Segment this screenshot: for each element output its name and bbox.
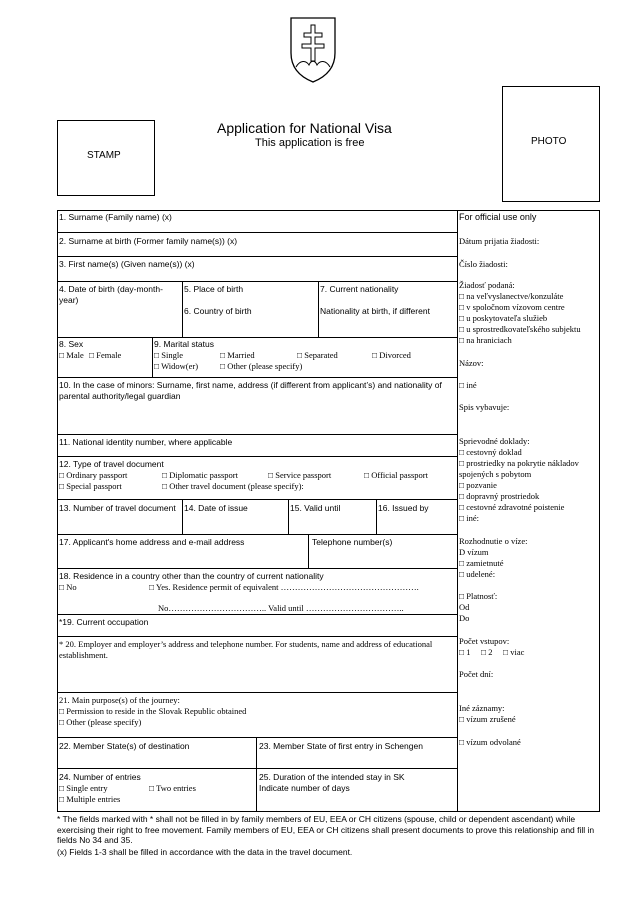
official-valid-to[interactable]: Do [459, 613, 470, 623]
travel-doc-diplomatic[interactable]: □ Diplomatic passport [162, 470, 238, 480]
official-use-heading: For official use only [459, 212, 537, 222]
coat-of-arms-emblem [288, 15, 338, 85]
field-16-issued-by[interactable]: 16. Issued by [378, 503, 429, 513]
official-number-of-days[interactable]: Počet dní: [459, 669, 494, 679]
official-handled-by[interactable]: Spis vybavuje: [459, 402, 510, 412]
residence-permit-number-line[interactable]: No…………………………….. Valid until …………………………….. [158, 603, 404, 613]
official-valid-from[interactable]: Od [459, 602, 470, 612]
stamp-label: STAMP [87, 150, 121, 161]
official-submitted-embassy[interactable]: □ na veľvyslanectve/konzuláte [459, 291, 564, 301]
official-submitted-provider[interactable]: □ u poskytovateľa služieb [459, 313, 548, 323]
field-10-minors-guardian[interactable]: 10. In the case of minors: Surname, first name, address (if different from applicant’s) and nationality of parental authority/legal guardian [59, 380, 442, 401]
field-5-place-of-birth[interactable]: 5. Place of birth [184, 284, 244, 294]
field-3-first-names[interactable]: 3. First name(s) (Given name(s)) (x) [59, 259, 195, 269]
official-doc-other[interactable]: □ iné: [459, 513, 480, 523]
marital-option-separated[interactable]: □ Separated [297, 350, 338, 360]
official-doc-means[interactable]: □ prostriedky na pokrytie nákladov spojených s pobytom [459, 458, 579, 479]
official-date-received[interactable]: Dátum prijatia žiadosti: [459, 236, 540, 246]
marital-option-married[interactable]: □ Married [220, 350, 255, 360]
official-validity[interactable]: □ Platnosť: [459, 591, 498, 601]
travel-doc-special[interactable]: □ Special passport [59, 481, 122, 491]
field-12-travel-document-type: 12. Type of travel document [59, 459, 164, 469]
field-18-residence: 18. Residence in a country other than the country of current nationality [59, 571, 324, 581]
residence-option-no[interactable]: □ No [59, 582, 77, 592]
field-4-date-of-birth[interactable]: 4. Date of birth (day-month-year) [59, 284, 163, 305]
official-visa-decision: Rozhodnutie o víze: [459, 536, 528, 546]
field-20-employer[interactable]: * 20. Employer and employer’s address and telephone number. For students, name and address of educational establishment. [59, 639, 433, 660]
field-14-date-of-issue[interactable]: 14. Date of issue [184, 503, 248, 513]
field-24-number-of-entries: 24. Number of entries [59, 772, 141, 782]
sex-option-female[interactable]: □ Female [89, 350, 122, 360]
official-submitted-visa-centre[interactable]: □ v spoločnom vízovom centre [459, 302, 565, 312]
travel-doc-service[interactable]: □ Service passport [268, 470, 332, 480]
official-other-records: Iné záznamy: [459, 703, 505, 713]
field-17-home-address[interactable]: 17. Applicant's home address and e-mail address [59, 537, 245, 547]
entries-option-single[interactable]: □ Single entry [59, 783, 108, 793]
marital-option-other[interactable]: □ Other (please specify) [220, 361, 303, 371]
official-d-visa: D vízum [459, 547, 489, 557]
official-entries-multiple[interactable]: □ viac [503, 647, 525, 657]
field-9-marital-status: 9. Marital status [154, 339, 214, 349]
purpose-option-other[interactable]: □ Other (please specify) [59, 717, 142, 727]
official-submitted-at: Žiadosť podaná: [459, 280, 515, 290]
official-other[interactable]: □ iné [459, 380, 477, 390]
marital-option-single[interactable]: □ Single [154, 350, 183, 360]
official-doc-invitation[interactable]: □ pozvanie [459, 480, 497, 490]
field-13-document-number[interactable]: 13. Number of travel document [59, 503, 176, 513]
travel-doc-other[interactable]: □ Other travel document (please specify): [162, 481, 304, 491]
field-25-duration-of-stay[interactable]: 25. Duration of the intended stay in SK [259, 772, 405, 782]
entries-option-multiple[interactable]: □ Multiple entries [59, 794, 121, 804]
official-visa-revoked[interactable]: □ vízum odvolané [459, 737, 521, 747]
official-refused[interactable]: □ zamietnuté [459, 558, 504, 568]
official-doc-insurance[interactable]: □ cestovné zdravotné poistenie [459, 502, 565, 512]
official-supporting-docs: Sprievodné doklady: [459, 436, 530, 446]
official-entries-1[interactable]: □ 1 [459, 647, 471, 657]
marital-option-widow[interactable]: □ Widow(er) [154, 361, 199, 371]
official-name[interactable]: Názov: [459, 358, 484, 368]
official-granted[interactable]: □ udelené: [459, 569, 496, 579]
residence-option-yes[interactable]: □ Yes. Residence permit of equivalent …………………………………………. [149, 582, 419, 592]
official-entries-2[interactable]: □ 2 [481, 647, 493, 657]
field-7-current-nationality[interactable]: 7. Current nationality [320, 284, 399, 294]
field-7-nationality-at-birth[interactable]: Nationality at birth, if different [320, 306, 430, 316]
entries-option-two[interactable]: □ Two entries [149, 783, 196, 793]
purpose-option-permission[interactable]: □ Permission to reside in the Slovak Republic obtained [59, 706, 247, 716]
photo-label: PHOTO [531, 136, 567, 147]
field-11-national-id[interactable]: 11. National identity number, where applicable [59, 437, 233, 447]
official-submitted-border[interactable]: □ na hraniciach [459, 335, 512, 345]
field-25-days-hint: Indicate number of days [259, 783, 350, 793]
field-22-destination-states[interactable]: 22. Member State(s) of destination [59, 741, 190, 751]
field-1-surname[interactable]: 1. Surname (Family name) (x) [59, 212, 172, 222]
field-8-sex: 8. Sex [59, 339, 84, 349]
page-title: Application for National Visa [217, 120, 392, 136]
official-visa-annulled[interactable]: □ vízum zrušené [459, 714, 516, 724]
official-number-of-entries: Počet vstupov: [459, 636, 510, 646]
field-21-main-purpose: 21. Main purpose(s) of the journey: [59, 695, 180, 705]
official-doc-transport[interactable]: □ dopravný prostriedok [459, 491, 540, 501]
footer-note-fields-1-3: (x) Fields 1-3 shall be filled in accordance with the data in the travel document. [57, 847, 353, 857]
official-application-number[interactable]: Číslo žiadosti: [459, 259, 508, 269]
field-15-valid-until[interactable]: 15. Valid until [290, 503, 341, 513]
marital-option-divorced[interactable]: □ Divorced [372, 350, 411, 360]
travel-doc-official[interactable]: □ Official passport [364, 470, 428, 480]
field-19-occupation[interactable]: *19. Current occupation [59, 617, 149, 627]
sex-option-male[interactable]: □ Male [59, 350, 84, 360]
field-17-telephone[interactable]: Telephone number(s) [312, 537, 393, 547]
field-6-country-of-birth[interactable]: 6. Country of birth [184, 306, 252, 316]
field-23-first-entry-state[interactable]: 23. Member State of first entry in Schengen [259, 741, 423, 751]
field-2-surname-at-birth[interactable]: 2. Surname at birth (Former family name(s)) (x) [59, 236, 238, 246]
official-submitted-intermediary[interactable]: □ u sprostredkovateľského subjektu [459, 324, 581, 334]
travel-doc-ordinary[interactable]: □ Ordinary passport [59, 470, 128, 480]
footer-note-family-members: * The fields marked with * shall not be filled in by family members of EU, EEA or CH citizens (spouse, child or dependent ascendant) while exercising their right to free movement. Family members of EU, EEA or CH citizens shall present documents to prove this relationship and fill in fields No 34 and 35. [57, 814, 595, 846]
page-subtitle: This application is free [255, 137, 365, 149]
official-doc-travel[interactable]: □ cestovný doklad [459, 447, 522, 457]
